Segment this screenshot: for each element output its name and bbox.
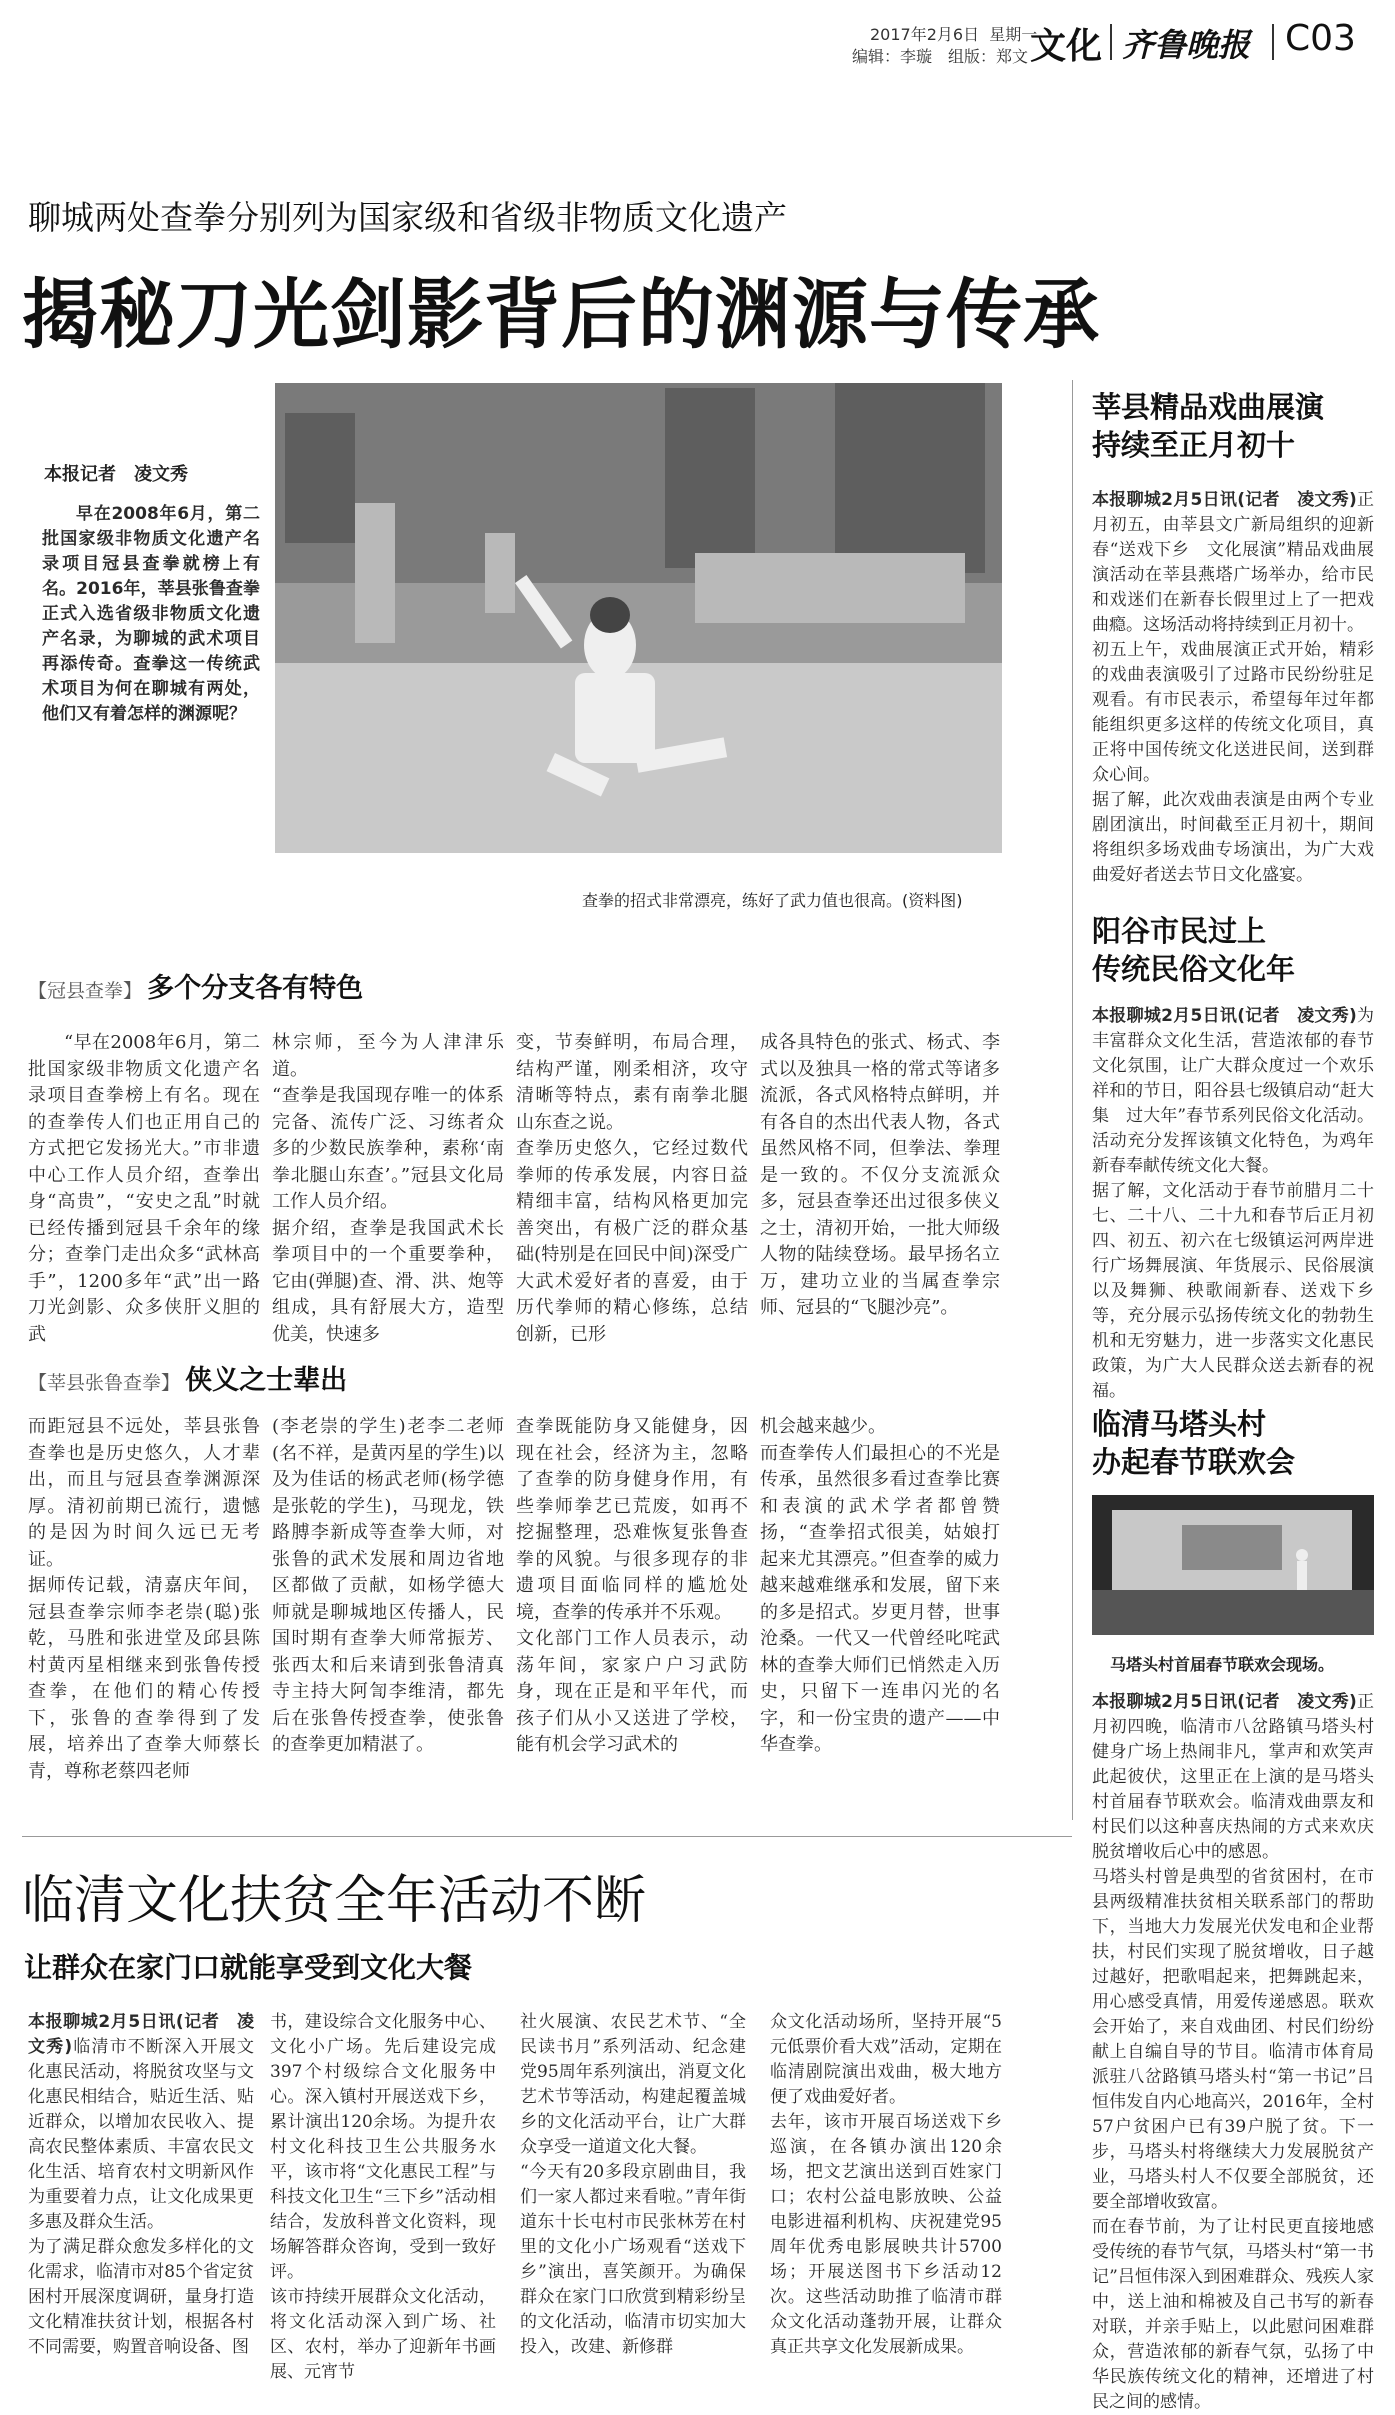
sidebar-story3-dateline: 本报聊城2月5日讯(记者 凌文秀)	[1092, 1692, 1357, 1712]
masthead-divider-2	[1272, 24, 1274, 60]
section2-heading	[28, 1358, 347, 1397]
lead-byline: 本报记者 凌文秀	[44, 464, 188, 485]
masthead-date	[870, 22, 1037, 45]
masthead-editors: 编辑：李璇 组版：郑文	[852, 47, 1029, 66]
date-text: 2017年2月6日	[870, 25, 980, 44]
lead-headline: 揭秘刀光剑影背后的渊源与传承	[22, 270, 1100, 359]
sidebar-story2-headline	[1092, 912, 1295, 988]
sidebar-story3-headline-1: 临清马塔头村	[1092, 1407, 1267, 1441]
sidebar-story3-headline	[1092, 1405, 1295, 1481]
bottom-col-4: 众文化活动场所，坚持开展“5元低票价看大戏”活动，定期在临清剧院演出戏曲，极大地方便了戏曲爱好者。 去年，该市开展百场送戏下乡巡演，在各镇办演出120余场，把文艺演出送到百姓家门口；农村公益电影放映、公益电影进福利机构、庆祝建党95周年优秀电影展映共计5700场；开展送图书下乡活动12次。这些活动助推了临清市群众文化活动蓬勃开展，让群众真正共享文化发展新成果。	[770, 2012, 1002, 2357]
lead-photo	[275, 383, 1002, 853]
sidebar-story2-dateline: 本报聊城2月5日讯(记者 凌文秀)	[1092, 1006, 1357, 1026]
bottom-col-1-text: 临清市不断深入开展文化惠民活动，将脱贫攻坚与文化惠民相结合，贴近生活、贴近群众，以增加农民收入、提高农民整体素质、丰富农民文化生活、培育农村文明新风作为重要着力点，让文化成果更多惠及群众生活。 为了满足群众愈发多样化的文化需求，临清市对85个省定贫困村开展深度调研，量身打造文化精准扶贫计划，根据各村不同需要，购置音响设备、图	[28, 2037, 254, 2357]
section1-col-4: 成各具特色的张式、杨式、李式以及独具一格的常式等诸多流派，各式风格特点鲜明，并有各自的杰出代表人物，各式虽然风格不同，但拳法、拳理是一致的。不仅分支流派众多，冠县查拳还出过很多侠义之士，清初开始，一批大师级人物的陆续登场。最早扬名立万，建功立业的当属查拳宗师、冠县的“飞腿沙亮”。	[760, 1032, 1000, 1318]
section-name: 文化	[1030, 26, 1103, 67]
sidebar-story3-text: 正月初四晚，临清市八岔路镇马塔头村健身广场上热闹非凡，掌声和欢笑声此起彼伏，这里正在上演的是马塔头村首届春节联欢会。临清戏曲票友和村民们以这种喜庆热闹的方式来欢庆脱贫增收后心中的感恩。 马塔头村曾是典型的省贫困村，在市县两级精准扶贫相关联系部门的帮助下，当地大力发展光伏发电和企业帮扶，村民们实现了脱贫增收，日子越过越好，把歌唱起来，把舞跳起来，用心感受真情，用爱传递感恩。联欢会开始了，来自戏曲团、村民们纷纷献上自编自导的节目。临清市体育局派驻八岔路镇马塔头村“第一书记”吕恒伟发自内心地高兴，2016年，全村57户贫困户已有39户脱了贫。下一步，马塔头村将继续大力发展脱贫产业，马塔头村人不仅要全部脱贫，还要全部增收致富。 而在春节前，为了让村民更直接地感受传统的春节气氛，马塔头村“第一书记”吕恒伟深入到困难群众、残疾人家中，送上油和棉被及自己书写的新春对联，并亲手贴上，以此慰问困难群众，营造浓郁的新春气氛，弘扬了中华民族传统文化的精神，还增进了村民之间的感情。	[1092, 1692, 1375, 2412]
gala-photo-image	[1092, 1495, 1374, 1635]
masthead-divider-1	[1110, 24, 1112, 60]
sidebar-story3-headline-2: 办起春节联欢会	[1092, 1445, 1296, 1479]
weekday-text: 星期一	[989, 25, 1038, 44]
sidebar-story1-headline-2: 持续至正月初十	[1092, 428, 1296, 462]
bottom-dateline: 本报聊城2月5日讯(记者 凌文秀)	[28, 2012, 254, 2057]
section1-col-1: “早在2008年6月，第二批国家级非物质文化遗产名录项目查拳榜上有名。现在的查拳传人们也正用自己的方式把它发扬光大。”市非遗中心工作人员介绍，查拳出身“高贵”，“安史之乱”时就已经传播到冠县千余年的缘分；查拳门走出众多“武林高手”，1200多年“武”出一路刀光剑影、众多侠肝义胆的武	[28, 1032, 260, 1345]
sidebar-story1-text: 正月初五，由莘县文广新局组织的迎新春“送戏下乡 文化展演”精品戏曲展演活动在莘县燕塔广场举办，给市民和戏迷们在新春长假里过上了一把戏曲瘾。这场活动将持续到正月初十。 初五上午，戏曲展演正式开始，精彩的戏曲表演吸引了过路市民纷纷驻足观看。有市民表示，希望每年过年都能组织更多这样的传统文化项目，真正将中国传统文化送进民间，送到群众心间。 据了解，此次戏曲表演是由两个专业剧团演出，时间截至正月初十，期间将组织多场戏曲专场演出，为广大戏曲爱好者送去节日文化盛宴。	[1092, 490, 1375, 885]
section1-title: 多个分支各有特色	[147, 973, 364, 1004]
lead-photo-caption: 查拳的招式非常漂亮，练好了武力值也很高。(资料图)	[582, 891, 963, 910]
sidebar-story2-text: 为丰富群众文化生活，营造浓郁的春节文化氛围，让广大群众度过一个欢乐祥和的节日，阳谷县七级镇启动“赶大集 过大年”春节系列民俗文化活动。活动充分发挥该镇文化特色，为鸡年新春奉献传统文化大餐。 据了解，文化活动于春节前腊月二十七、二十八、二十九和春节后正月初四、初五、初六在七级镇运河两岸进行广场舞展演、年货展示、民俗展演以及舞狮、秧歌闹新春、送戏下乡等，充分展示弘扬传统文化的勃勃生机和无穷魅力，进一步落实文化惠民政策，为广大人民群众送去新春的祝福。	[1092, 1006, 1375, 1401]
paper-name: 齐鲁晚报	[1122, 26, 1251, 64]
lead-intro: 早在2008年6月，第二批国家级非物质文化遗产名录项目冠县查拳就榜上有名。2016年，莘县张鲁查拳正式入选省级非物质文化遗产名录，为聊城的武术项目再添传奇。查拳这一传统武术项目为何在聊城有两处，他们又有着怎样的渊源呢？	[42, 504, 260, 724]
bottom-headline: 临清文化扶贫全年活动不断	[22, 1871, 647, 1931]
page-number: C03	[1285, 18, 1356, 59]
section1-tag: 【冠县查拳】	[28, 980, 143, 1002]
sidebar-story2-body	[1092, 1004, 1375, 1401]
section2-col-2: (李老崇的学生)老李二老师(名不祥，是黄丙星的学生)以及为佳话的杨武老师(杨学德是张乾的学生)，马现龙，铁路膊李新成等查拳大师，对张鲁的武术发展和周边省地区都做了贡献，如杨学德大师就是聊城地区传播人，民国时期有查拳大师常振芳、张西太和后来请到张鲁清真寺主持大阿訇李维清，都先后在张鲁传授查拳，使张鲁的查拳更加精湛了。	[272, 1416, 504, 1755]
column-divider	[1072, 380, 1073, 1820]
section2-col-3: 查拳既能防身又能健身，因现在社会，经济为主，忽略了查拳的防身健身作用，有些拳师拳艺已荒废，如再不挖掘整理，恐难恢复张鲁查拳的风貌。与很多现存的非遗项目面临同样的尴尬处境，查拳的传承并不乐观。 文化部门工作人员表示，动荡年间，家家户户习武防身，现在正是和平年代，而孩子们从小又送进了学校，能有机会学习武术的	[516, 1416, 748, 1755]
bottom-subhead: 让群众在家门口就能享受到文化大餐	[24, 1951, 473, 1984]
sidebar-story3-photo	[1092, 1495, 1374, 1635]
bottom-col-2: 书，建设综合文化服务中心、文化小广场。先后建设完成397个村级综合文化服务中心。深入镇村开展送戏下乡，累计演出120余场。为提升农村文化科技卫生公共服务水平，该市将“文化惠民工程”与科技文化卫生“三下乡”活动相结合，发放科普文化资料，现场解答群众咨询，受到一致好评。 该市持续开展群众文化活动，将文化活动深入到广场、社区、农村，举办了迎新年书画展、元宵节	[270, 2012, 496, 2382]
bottom-story-divider	[22, 1836, 1072, 1837]
sidebar-story1-body	[1092, 488, 1374, 900]
section1-col-2: 林宗师，至今为人津津乐道。 “查拳是我国现存唯一的体系完备、流传广泛、习练者众多的少数民族拳种，素称‘南拳北腿山东查’。”冠县文化局工作人员介绍。 据介绍，查拳是我国武术长拳项目中的一个重要拳种，它由(弹腿)查、滑、洪、炮等组成，具有舒展大方，造型优美，快速多	[272, 1032, 504, 1345]
section1-heading	[28, 966, 363, 1005]
section2-col-1: 而距冠县不远处，莘县张鲁查拳也是历史悠久，人才辈出，而且与冠县查拳渊源深厚。清初前期已流行，遗憾的是因为时间久远已无考证。 据师传记载，清嘉庆年间，冠县查拳宗师李老崇(聪)张乾，马胜和张进堂及邱县陈村黄丙星相继来到张鲁传授查拳，在他们的精心传授下，张鲁的查拳得到了发展，培养出了查拳大师蔡长青，尊称老蔡四老师	[28, 1416, 260, 1782]
sidebar-story3-photo-caption: 马塔头村首届春节联欢会现场。	[1110, 1655, 1335, 1674]
sidebar-story1-headline-1: 莘县精品戏曲展演	[1092, 390, 1325, 424]
kung-fu-photo-image	[275, 383, 1002, 853]
lead-kicker: 聊城两处查拳分别列为国家级和省级非物质文化遗产	[28, 198, 787, 237]
section2-title: 侠义之士辈出	[185, 1365, 348, 1396]
bottom-col-1	[28, 2010, 254, 2382]
sidebar-story2-headline-1: 阳谷市民过上	[1092, 914, 1267, 948]
sidebar-story2-headline-2: 传统民俗文化年	[1092, 952, 1296, 986]
sidebar-story1-dateline: 本报聊城2月5日讯(记者 凌文秀)	[1092, 490, 1357, 510]
section2-tag: 【莘县张鲁查拳】	[28, 1372, 181, 1394]
masthead	[0, 0, 1395, 70]
section1-col-3: 变，节奏鲜明，布局合理，结构严谨，刚柔相济，攻守清晰等特点，素有南拳北腿山东查之说。 查拳历史悠久，它经过数代拳师的传承发展，内容日益精细丰富，结构风格更加完善突出，有极广泛的群众基础(特别是在回民中间)深受广大武术爱好者的喜爱，由于历代拳师的精心修练，总结创新，已形	[516, 1032, 748, 1345]
sidebar-story1-headline	[1092, 388, 1324, 464]
bottom-col-3: 社火展演、农民艺术节、“全民读书月”系列活动、纪念建党95周年系列演出，消夏文化艺术节等活动，构建起覆盖城乡的文化活动平台，让广大群众享受一道道文化大餐。 “今天有20多段京剧曲目，我们一家人都过来看啦。”青年街道东十长屯村市民张林芳在村里的文化小广场观看“送戏下乡”演出，喜笑颜开。为确保群众在家门口欣赏到精彩纷呈的文化活动，临清市切实加大投入，改建、新修群	[520, 2012, 746, 2357]
sidebar-story3-body	[1092, 1690, 1375, 2412]
section2-col-4: 机会越来越少。 而查拳传人们最担心的不光是传承，虽然很多看过查拳比赛和表演的武术学者都曾赞扬，“查拳招式很美，姑娘打起来尤其漂亮。”但查拳的威力越来越难继承和发展，留下来的多是招式。岁更月替，世事沧桑。一代又一代曾经叱咤武林的查拳大师们已悄然走入历史，只留下一连串闪光的名字，和一份宝贵的遗产——中华查拳。	[760, 1416, 1000, 1755]
